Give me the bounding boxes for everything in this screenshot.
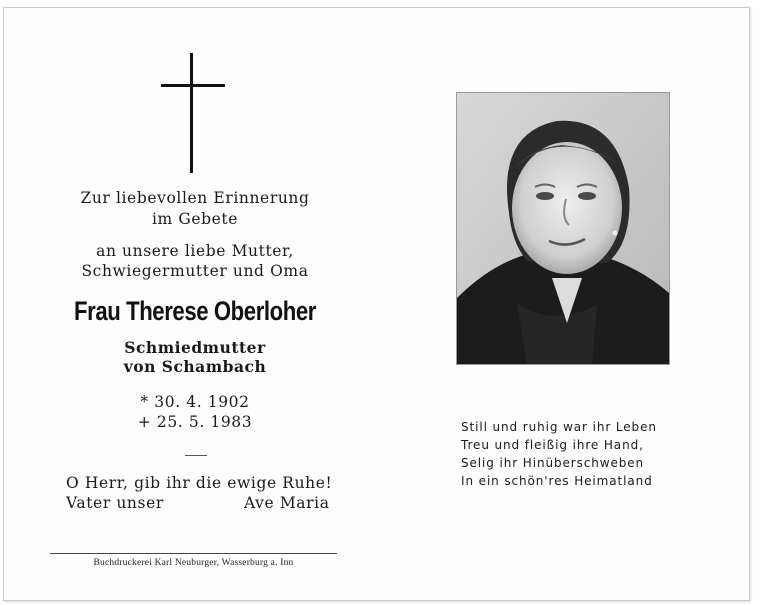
death-date: + 25. 5. 1983	[137, 413, 253, 431]
printer-imprint: Buchdruckerei Karl Neuburger, Wasserburg a. Inn	[93, 558, 294, 568]
portrait-photo	[456, 92, 670, 365]
dedication-line-4: Schwiegermutter und Oma	[81, 262, 309, 280]
verse-line-2: Treu und fleißig ihre Hand,	[461, 438, 644, 452]
prayer-right: Ave Maria	[244, 494, 330, 512]
prayer-line: O Herr, gib ihr die ewige Ruhe!	[66, 474, 333, 492]
birth-date: * 30. 4. 1902	[140, 393, 250, 411]
deceased-name: Frau Therese Oberloher	[73, 296, 316, 326]
deceased-title-1: Schmiedmutter	[124, 338, 266, 357]
deceased-title-2: von Schambach	[123, 357, 267, 376]
verse-line-1: Still und ruhig war ihr Leben	[461, 420, 657, 434]
dedication-line-3: an unsere liebe Mutter,	[96, 242, 294, 260]
divider	[185, 455, 207, 456]
memorial-text	[40, 0, 350, 605]
dedication-line-1: Zur liebevollen Erinnerung	[80, 189, 310, 207]
prayer-left: Vater unser	[66, 494, 164, 512]
verse-line-4: In ein schön'res Heimatland	[461, 474, 653, 488]
footer-divider	[50, 553, 337, 554]
portrait-image	[457, 93, 669, 364]
dedication-line-2: im Gebete	[151, 210, 239, 228]
verse-line-3: Selig ihr Hinüberschweben	[461, 456, 645, 470]
